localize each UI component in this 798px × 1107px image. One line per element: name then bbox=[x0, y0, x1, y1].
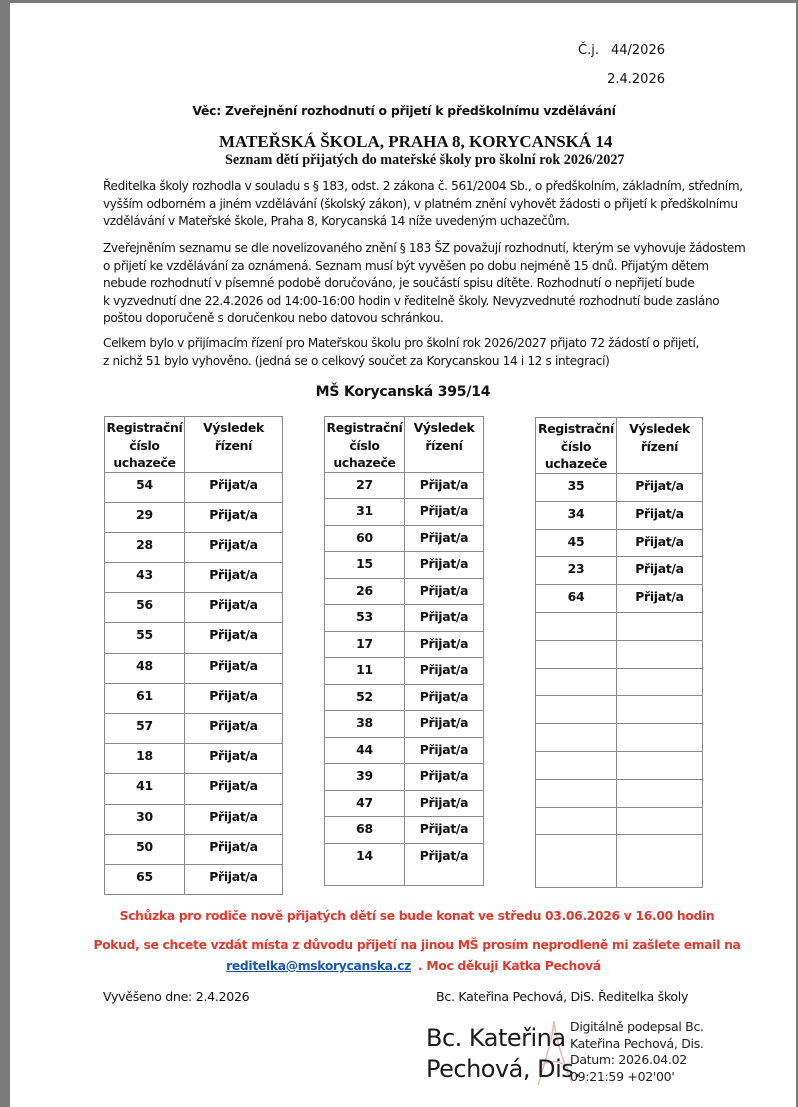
header-text: Výsledek bbox=[413, 420, 475, 435]
registration-number-cell: 61 bbox=[105, 683, 185, 713]
registration-number-cell: 18 bbox=[105, 744, 185, 774]
registration-table-3 bbox=[535, 417, 703, 888]
table-row bbox=[536, 668, 703, 696]
registration-number-cell: 28 bbox=[105, 532, 185, 562]
text-line: nebude rozhodnutí v písemné podobě doručováno, je součástí spisu dítěte. Rozhodnutí o nepřijetí bude bbox=[103, 276, 695, 290]
text-line: o přijetí ke vzdělávání za oznámená. Seznam musí být vyvěšen po dobu nejméně 15 dnů. Přijatým dětem bbox=[103, 258, 709, 273]
table-row bbox=[536, 696, 703, 724]
header-text: číslo bbox=[560, 438, 592, 454]
school-name: MATEŘSKÁ ŠKOLA, PRAHA 8, KORYCANSKÁ 14 bbox=[219, 132, 613, 151]
registration-number-cell: 60 bbox=[325, 525, 405, 552]
registration-number-cell: 54 bbox=[105, 472, 185, 502]
table-row bbox=[325, 578, 484, 605]
result-cell bbox=[617, 640, 703, 668]
email-link[interactable]: reditelka@mskorycanska.cz bbox=[226, 959, 412, 973]
result-cell: Přijat/a bbox=[405, 552, 484, 579]
registration-number-cell: 15 bbox=[325, 552, 405, 579]
table-row bbox=[325, 843, 484, 886]
registration-number-cell: 53 bbox=[325, 605, 405, 632]
subject-line bbox=[10, 103, 796, 118]
table-row bbox=[536, 585, 703, 613]
header-result bbox=[405, 417, 484, 473]
result-cell: Přijat/a bbox=[405, 817, 484, 844]
table-row bbox=[105, 834, 283, 864]
registration-number-cell: 47 bbox=[325, 790, 405, 817]
registration-table-1 bbox=[104, 416, 283, 895]
result-cell: Přijat/a bbox=[185, 834, 283, 864]
text-line: vzdělávání v Mateřské škole, Praha 8, Korycanská 14 níže uvedeným uchazečům. bbox=[103, 214, 570, 228]
registration-number-cell: 38 bbox=[325, 711, 405, 738]
table-row bbox=[536, 612, 703, 640]
subject-text: Věc: Zveřejnění rozhodnutí o přijetí k předškolnímu vzdělávání bbox=[192, 103, 616, 118]
table-row bbox=[105, 804, 283, 834]
table-row bbox=[325, 658, 484, 685]
signature-details bbox=[570, 1019, 704, 1085]
result-cell: Přijat/a bbox=[405, 605, 484, 632]
table-row bbox=[105, 532, 283, 562]
result-cell: Přijat/a bbox=[405, 764, 484, 791]
thanks-text: . Moc děkuji Katka Pechová bbox=[418, 959, 601, 973]
registration-number-cell: 39 bbox=[325, 764, 405, 791]
header-text: Výsledek bbox=[629, 421, 690, 436]
result-cell: Přijat/a bbox=[405, 684, 484, 711]
header-text: řízení bbox=[425, 437, 463, 453]
result-cell bbox=[617, 835, 703, 888]
result-cell: Přijat/a bbox=[185, 804, 283, 834]
result-cell: Přijat/a bbox=[185, 683, 283, 713]
registration-number-cell: 50 bbox=[105, 834, 185, 864]
result-cell: Přijat/a bbox=[405, 843, 484, 886]
table-row bbox=[325, 605, 484, 632]
registration-number-cell: 64 bbox=[536, 585, 617, 613]
table-row bbox=[536, 779, 703, 807]
result-cell: Přijat/a bbox=[185, 653, 283, 683]
table-row bbox=[325, 684, 484, 711]
registration-number-cell bbox=[536, 779, 617, 807]
table-row bbox=[536, 529, 703, 557]
result-cell: Přijat/a bbox=[405, 711, 484, 738]
result-cell: Přijat/a bbox=[185, 744, 283, 774]
header-text: řízení bbox=[640, 438, 679, 454]
table-row bbox=[325, 764, 484, 791]
result-cell: Přijat/a bbox=[405, 525, 484, 552]
registration-number-cell bbox=[536, 640, 617, 668]
result-cell: Přijat/a bbox=[405, 658, 484, 685]
registration-number-cell: 43 bbox=[105, 563, 185, 593]
signature-name-line: Bc. Kateřina bbox=[426, 1024, 566, 1052]
text-line: k vyzvednutí dne 22.4.2026 od 14:00-16:00 hodin v ředitelně školy. Nevyzvednuté rozhodnutí bude zasláno bbox=[103, 293, 720, 308]
signature-info-line: Datum: 2026.04.02 bbox=[570, 1052, 687, 1067]
registration-number-cell: 26 bbox=[325, 578, 405, 605]
registration-number-cell: 34 bbox=[536, 501, 617, 529]
registration-number-cell: 29 bbox=[105, 502, 185, 532]
result-cell: Přijat/a bbox=[617, 585, 703, 613]
text-line: Celkem bylo v přijímacím řízení pro Mateřskou školu pro školní rok 2026/2027 přijato 72 žádostí o přijetí, bbox=[103, 336, 699, 350]
result-cell bbox=[617, 696, 703, 724]
table-row bbox=[105, 653, 283, 683]
result-cell: Přijat/a bbox=[405, 737, 484, 764]
table-row bbox=[105, 683, 283, 713]
registration-number-cell: 30 bbox=[105, 804, 185, 834]
registration-number-cell: 52 bbox=[325, 684, 405, 711]
registration-number-cell bbox=[536, 835, 617, 888]
table-row bbox=[325, 499, 484, 526]
text-line: Ředitelka školy rozhodla v souladu s § 183, odst. 2 zákona č. 561/2004 Sb., o předškolním, základním, středním, bbox=[103, 179, 743, 193]
header-text: číslo bbox=[349, 437, 380, 453]
registration-number-cell bbox=[536, 668, 617, 696]
table-row bbox=[325, 472, 484, 499]
header-registration-number bbox=[105, 417, 185, 473]
result-cell bbox=[617, 668, 703, 696]
list-title: Seznam dětí přijatých do mateřské školy pro školní rok 2026/2027 bbox=[225, 152, 625, 168]
result-cell: Přijat/a bbox=[185, 563, 283, 593]
table-row bbox=[325, 711, 484, 738]
header-text: číslo bbox=[129, 437, 160, 453]
header-text: řízení bbox=[214, 437, 253, 453]
text-line: z nichž 51 bylo vyhověno. (jedná se o celkový součet za Korycanskou 14 i 12 s integrací) bbox=[103, 353, 610, 368]
registration-number-cell: 31 bbox=[325, 499, 405, 526]
header-text: uchazeče bbox=[333, 455, 396, 470]
result-cell: Přijat/a bbox=[185, 532, 283, 562]
registration-number-cell: 56 bbox=[105, 593, 185, 623]
result-cell: Přijat/a bbox=[405, 472, 484, 499]
header-result bbox=[185, 417, 283, 473]
table-row bbox=[536, 501, 703, 529]
registration-number-cell: 65 bbox=[105, 864, 185, 894]
table-row bbox=[105, 714, 283, 744]
registration-number-cell: 11 bbox=[325, 658, 405, 685]
result-cell: Přijat/a bbox=[185, 623, 283, 653]
posted-date: Vyvěšeno dne: 2.4.2026 bbox=[103, 989, 250, 1004]
header-text: Výsledek bbox=[203, 420, 264, 435]
withdraw-notice-contact bbox=[10, 959, 796, 973]
tables-caption bbox=[10, 384, 796, 400]
header-text: Registrační bbox=[106, 420, 183, 435]
meeting-notice bbox=[10, 909, 796, 923]
reference-number bbox=[578, 43, 665, 58]
table-row bbox=[325, 790, 484, 817]
result-cell: Přijat/a bbox=[617, 474, 703, 502]
result-cell: Přijat/a bbox=[185, 864, 283, 894]
table-row bbox=[536, 835, 703, 888]
header-text: Registrační bbox=[538, 421, 614, 436]
signer-line: Bc. Kateřina Pechová, DiS. Ředitelka školy bbox=[436, 989, 689, 1004]
result-cell bbox=[617, 807, 703, 835]
table-row bbox=[536, 640, 703, 668]
text-line: vyšším odborném a jiném vzdělávání (školský zákon), v platném znění vyhovět žádosti o přijetí k předškolnímu bbox=[103, 196, 738, 211]
registration-number-cell: 57 bbox=[105, 714, 185, 744]
table-row bbox=[105, 774, 283, 804]
header-text: Registrační bbox=[326, 420, 403, 435]
result-cell: Přijat/a bbox=[405, 578, 484, 605]
registration-table-2 bbox=[324, 416, 484, 886]
decision-paragraph bbox=[103, 178, 743, 231]
reference-label: Č.j. bbox=[578, 43, 599, 58]
registration-number-cell: 45 bbox=[536, 529, 617, 557]
table-row bbox=[325, 525, 484, 552]
header-result bbox=[617, 418, 703, 474]
result-cell bbox=[617, 779, 703, 807]
registration-number-cell: 55 bbox=[105, 623, 185, 653]
table-row bbox=[325, 817, 484, 844]
publication-paragraph bbox=[103, 240, 746, 328]
text-line: poštou doporučeně s doručenkou nebo datovou schránkou. bbox=[103, 311, 444, 325]
table-row bbox=[105, 593, 283, 623]
signature-info-line: Digitálně podepsal Bc. bbox=[570, 1019, 704, 1034]
meeting-text: Schůzka pro rodiče nově přijatých dětí se bude konat ve středu 03.06.2026 v 16.00 hodin bbox=[119, 909, 715, 923]
table-row bbox=[105, 502, 283, 532]
result-cell bbox=[617, 612, 703, 640]
result-cell: Přijat/a bbox=[185, 472, 283, 502]
table-row bbox=[105, 744, 283, 774]
table-row bbox=[536, 724, 703, 752]
registration-number-cell bbox=[536, 724, 617, 752]
table-row bbox=[105, 864, 283, 894]
registration-number-cell: 17 bbox=[325, 631, 405, 658]
registration-number-cell: 41 bbox=[105, 774, 185, 804]
signature-info-line: Kateřina Pechová, Dis. bbox=[570, 1035, 704, 1051]
registration-number-cell: 68 bbox=[325, 817, 405, 844]
registration-number-cell bbox=[536, 807, 617, 835]
table-row bbox=[536, 474, 703, 502]
registration-number-cell: 35 bbox=[536, 474, 617, 502]
registration-number-cell bbox=[536, 751, 617, 779]
result-cell: Přijat/a bbox=[185, 774, 283, 804]
result-cell: Přijat/a bbox=[617, 529, 703, 557]
registration-number-cell: 48 bbox=[105, 653, 185, 683]
result-cell: Přijat/a bbox=[405, 499, 484, 526]
document-date: 2.4.2026 bbox=[607, 72, 665, 87]
text-line: Zveřejněním seznamu se dle novelizovaného znění § 183 ŠZ považují rozhodnutí, kterým se vyhovuje žádostem bbox=[103, 241, 746, 255]
registration-number-cell: 27 bbox=[325, 472, 405, 499]
header-text: uchazeče bbox=[544, 456, 608, 471]
registration-number-cell bbox=[536, 612, 617, 640]
signature-name bbox=[426, 1023, 580, 1085]
withdraw-notice bbox=[10, 938, 796, 952]
table-row bbox=[536, 557, 703, 585]
caption-text: MŠ Korycanská 395/14 bbox=[315, 384, 491, 400]
table-row bbox=[325, 552, 484, 579]
result-cell bbox=[617, 724, 703, 752]
withdraw-text: Pokud, se chcete vzdát místa z důvodu přijetí na jinou MŠ prosím neprodleně mi zašlete email na bbox=[93, 938, 741, 952]
header-text: uchazeče bbox=[113, 455, 176, 470]
table-row bbox=[536, 751, 703, 779]
table-row bbox=[536, 807, 703, 835]
header-registration-number bbox=[325, 417, 405, 473]
result-cell bbox=[617, 751, 703, 779]
table-row bbox=[105, 563, 283, 593]
header-registration-number bbox=[536, 418, 617, 474]
registration-number-cell: 14 bbox=[325, 843, 405, 886]
document-page bbox=[10, 3, 796, 1107]
result-cell: Přijat/a bbox=[405, 631, 484, 658]
table-row bbox=[325, 631, 484, 658]
registration-number-cell: 44 bbox=[325, 737, 405, 764]
signature-name-line: Pechová, Dis. bbox=[426, 1055, 581, 1083]
signature-info-line: 09:21:59 +02'00' bbox=[570, 1068, 675, 1084]
registration-number-cell: 23 bbox=[536, 557, 617, 585]
table-row bbox=[325, 737, 484, 764]
result-cell: Přijat/a bbox=[405, 790, 484, 817]
summary-paragraph bbox=[103, 335, 723, 370]
reference-value: 44/2026 bbox=[610, 43, 665, 58]
result-cell: Přijat/a bbox=[617, 501, 703, 529]
table-row bbox=[105, 472, 283, 502]
table-row bbox=[105, 623, 283, 653]
result-cell: Přijat/a bbox=[185, 714, 283, 744]
result-cell: Přijat/a bbox=[617, 557, 703, 585]
result-cell: Přijat/a bbox=[185, 502, 283, 532]
registration-number-cell bbox=[536, 696, 617, 724]
result-cell: Přijat/a bbox=[185, 593, 283, 623]
